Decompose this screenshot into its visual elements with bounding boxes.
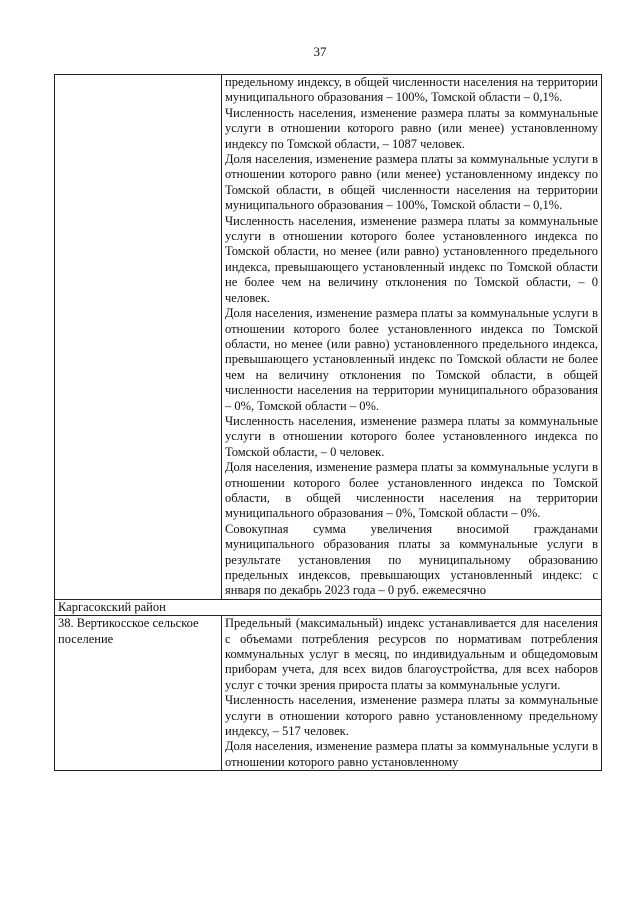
paragraph: Численность населения, изменение размера платы за коммунальные услуги в отношении которого равно (или менее) установленному индексу по Томской области, – 1087 человек.	[225, 105, 598, 151]
table-row	[55, 75, 602, 600]
district-heading-cell: Каргасокский район	[55, 599, 602, 615]
paragraph: Доля населения, изменение размера платы за коммунальные услуги в отношении которого равно установленному	[225, 739, 598, 769]
municipality-cell	[55, 75, 222, 600]
paragraph: Доля населения, изменение размера платы за коммунальные услуги в отношении которого более установленного индекса по Томской области, в общей численности населения на территории муниципального образования – 0%, Томской области – 0%.	[225, 460, 598, 521]
paragraph: Доля населения, изменение размера платы за коммунальные услуги в отношении которого равно (или менее) установленному индексу по Томской области, в общей численности населения на территории муниципального образования – 100%, Томской области – 0,1%.	[225, 152, 598, 213]
paragraph: Численность населения, изменение размера платы за коммунальные услуги в отношении которого более установленного индекса по Томской области, – 0 человек.	[225, 413, 598, 459]
paragraph: предельному индексу, в общей численности населения на территории муниципального образования – 100%, Томской области – 0,1%.	[225, 75, 598, 105]
table-row	[55, 616, 602, 771]
details-cell	[222, 75, 602, 600]
page-number: 37	[313, 44, 327, 59]
paragraph: Предельный (максимальный) индекс устанавливается для населения с объемами потребления ресурсов по нормативам потребления коммунальных услуг в месяц, по индивидуальным и общедомовым приборам учета, для всех видов благоустройства, для всех наборов услуг с точки зрения прироста платы за коммунальные услуги.	[225, 616, 598, 692]
details-cell	[222, 616, 602, 771]
index-table	[54, 74, 602, 771]
municipality-cell: 38. Вертикосское сельское поселение	[55, 616, 222, 771]
table-row	[55, 599, 602, 615]
paragraph: Доля населения, изменение размера платы за коммунальные услуги в отношении которого более установленного индекса по Томской области, но менее (или равно) установленного предельного индекса, превышающего установленный индекс по Томской области не более чем на величину отклонения по Томской области, в общей численности населения на территории муниципального образования – 0%, Томской области – 0%.	[225, 306, 598, 413]
paragraph: Численность населения, изменение размера платы за коммунальные услуги в отношении которого равно установленному предельному индексу, – 517 человек.	[225, 693, 598, 739]
paragraph: Совокупная сумма увеличения вносимой гражданами муниципального образования платы за коммунальные услуги в результате установления по муниципальному образованию предельных индексов, превышающих установленный индекс: с января по декабрь 2023 года – 0 руб. ежемесячно	[225, 521, 598, 598]
paragraph: Численность населения, изменение размера платы за коммунальные услуги в отношении которого более установленного индекса по Томской области, но менее (или равно) установленного предельного индекса, превышающего установленный индекс по Томской области не более чем на величину отклонения по Томской области, – 0 человек.	[225, 213, 598, 305]
